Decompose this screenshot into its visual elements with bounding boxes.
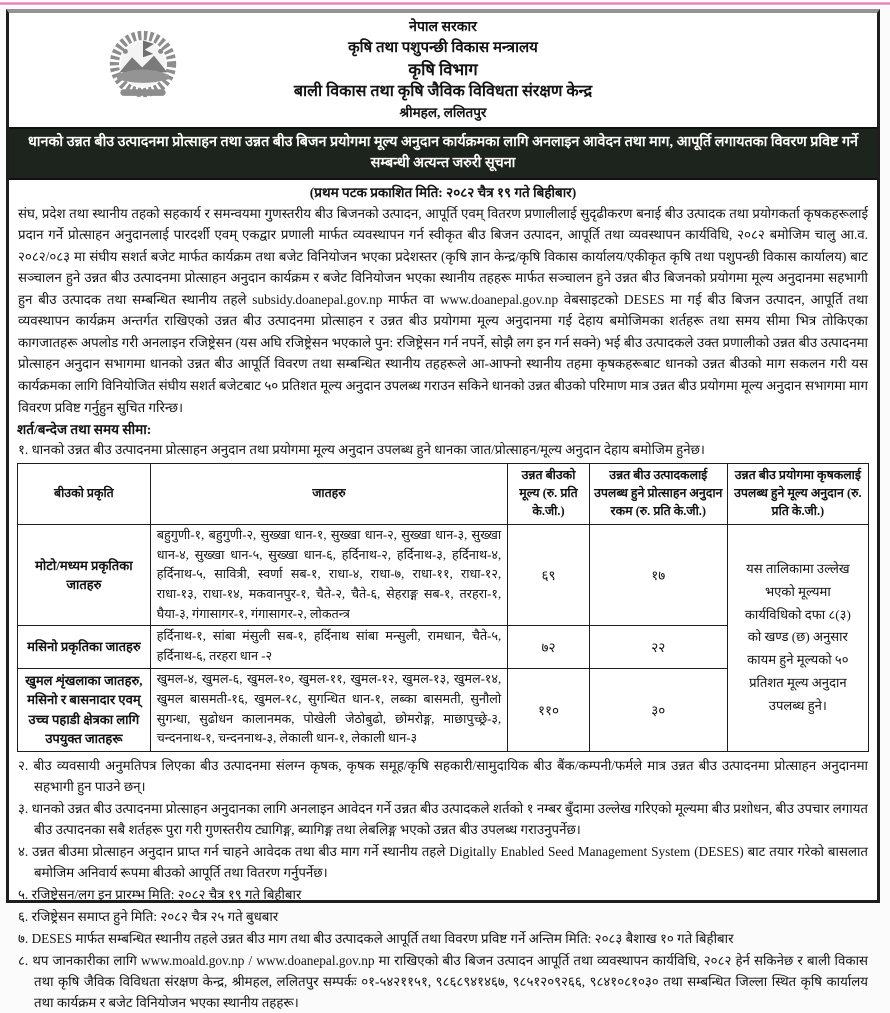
notice-body-paragraph: संघ, प्रदेश तथा स्थानीय तहको सहकार्य र समन्वयमा गुणस्तरीय बीउ बिजनको उत्पादन, आपूर्ति एवम् वितरण प्रणालीलाई सुदृढीकरण बनाई बीउ उत्पादक तथा प्रयोगकर्ता कृषकहरूलाई प्रदान गर्ने प्रोत्साहन अनुदानलाई पारदर्शी एवम् एकद्वार प्रणाली मार्फत व्यवस्थापन गर्न स्वीकृत बीउ बिजन उत्पादन, आपूर्ति तथा व्यवस्थापन कार्यविधि, २०८२ बमोजिम चालु आ.व. २०८२/०८३ मा संघीय सशर्त बजेट मार्फत कार्यक्रम तथा बजेट विनियोजन भएका प्रदेशस्तर (कृषि ज्ञान केन्द्र/कृषि विकास कार्यालय/एकीकृत कृषि तथा पशुपन्छी विकास कार्यालय) बाट सञ्चालन हुने उन्नत बीउ उत्पादनमा प्रोत्साहन अनुदान कार्यक्रम र बजेट विनियोजन भएका स्थानीय तहहरू मार्फत सञ्चालन हुने उन्नत बीउ बिजनको प्रयोगमा मूल्य अनुदानमा सहभागी हुन बीउ उत्पादक तथा सम्बन्धित स्थानीय तहले subsidy.doanepal.gov.np मार्फत वा www.doanepal.gov.np वेबसाइटको DESES मा गई बीउ बिजन उत्पादन, आपूर्ति तथा व्यवस्थापन कार्यक्रम अन्तर्गत राखिएको उन्नत बीउ उत्पादनमा प्रोत्साहन र उन्नत बीउ प्रयोगमा मूल्य अनुदानमा गई देहाय बमोजिमका शर्तहरू तथा समय सीमा भित्र तोकिएका कागजातहरू अपलोड गरी अनलाइन रजिष्ट्रेसन (यस अघि रजिष्ट्रेसन भएकाले पुन: रजिष्ट्रेसन गर्न नपर्ने, सोझै लग इन गर्न सक्ने) भई बीउ उत्पादकले उक्त प्रणालीको उन्नत बीउ उत्पादनमा प्रोत्साहन अनुदान सभागमा धानको उन्नत बीउ आपूर्ति विवरण तथा सम्बन्धित स्थानीय तहहरूले आ-आफ्नो स्थानीय तहमा कृषकहरूबाट धानको उन्नत बीउको माग सकलन गरी यस कार्यक्रमका लागि विनियोजित संघीय सशर्त बजेटबाट ५० प्रतिशत मूल्य अनुदान उपलब्ध गराउन सकिने धानको उन्नत बीउको परिमाण मात्र उन्नत बीउ प्रयोगमा मूल्य अनुदान सभागमा माग विवरण प्रविष्ट गर्नुहुन सुचित गरिन्छ। bbox=[18, 205, 868, 415]
seed-subsidy-table bbox=[17, 463, 869, 752]
centre-name: बाली विकास तथा कृषि जैविक विविधता संरक्षण केन्द्र bbox=[293, 83, 593, 101]
condition-note-2: २. बीउ व्यवसायी अनुमतिपत्र लिएका बीउ उत्पादनमा संलग्न कृषक, कृषक समूह/कृषि सहकारी/सामुदायिक बीउ बैंक/कम्पनी/फर्मले मात्र उन्नत बीउ उत्पादनमा प्रोत्साहन अनुदानमा सहभागी हुन पाउने छन्। bbox=[18, 757, 868, 794]
published-date-line: (प्रथम पटक प्रकाशित मिति: २०८२ चैत्र १९ गते बिहीबार) bbox=[309, 184, 577, 200]
col-header-seed-type: बीउको प्रकृति bbox=[18, 464, 151, 525]
condition-note-6: ६. रजिष्ट्रेसन समाप्त हुने मिति: २०८२ चैत्र २५ गते बुधबार bbox=[18, 908, 279, 924]
condition-note-8: ८. थप जानकारीका लागि www.moald.gov.np / www.doanepal.gov.np मा राखिएको बीउ बिजन उत्पादन आपूर्ति तथा व्यवस्थापन कार्यविधि, २०८२ हेर्न सकिनेछ र बाली विकास तथा कृषि जैविक विविधता संरक्षण केन्द्र, श्रीमहल, ललितपुर सम्पर्कः ०१-५४२११५१, ९८६८९४१४६७, ९८५१२०९२६६, ९८४१०८१०३० तथा सम्बन्धित जिल्ला स्थित कृषि कार्यालय तथा कार्यक्रम र बजेट विनियोजन भएका स्थानीय तहहरू। bbox=[18, 952, 868, 1010]
col-header-producer-incentive: उन्नत बीउ उत्पादकलाई उपलब्ध हुने प्रोत्साहन अनुदान रकम (रु. प्रति के.जी.) bbox=[589, 464, 727, 525]
office-address: श्रीमहल, ललितपुर bbox=[399, 104, 487, 120]
notice-title-band: धानको उन्नत बीउ उत्पादनमा प्रोत्साहन तथा उन्नत बीउ बिजन प्रयोगमा मूल्य अनुदान कार्यक्रमका लागि अनलाइन आवेदन तथा माग, आपूर्ति लगायतका विवरण प्रविष्ट गर्ने सम्बन्धी अत्यन्त जरुरी सूचना bbox=[9, 127, 877, 180]
letterhead bbox=[17, 15, 869, 122]
condition-note-5: ५. रजिष्ट्रेसन/लग इन प्रारम्भ मिति: २०८२ चैत्र १९ गते बिहीबार bbox=[18, 886, 302, 902]
ministry-name: कृषि तथा पशुपन्छी विकास मन्त्रालय bbox=[348, 39, 538, 56]
incentive-cell: १७ bbox=[589, 524, 727, 625]
price-cell: ११० bbox=[508, 668, 590, 751]
seed-type-cell: मोटो/मध्यम प्रकृतिका जातहरु bbox=[18, 524, 151, 625]
farmer-subsidy-note-cell: यस तालिकामा उल्लेख भएको मूल्यमा कार्यविधिको दफा ८(३) को खण्ड (छ) अनुसार कायम हुने मूल्यको ५० प्रतिशत मूल्य अनुदान उपलब्ध हुने। bbox=[727, 524, 868, 751]
seed-type-cell: खुमल शृंखलाका जातहरु, मसिनो र बासनादार एवम् उच्च पहाडी क्षेत्रका लागि उपयुक्त जातहरू bbox=[18, 668, 151, 751]
seed-type-cell: मसिनो प्रकृतिका जातहरु bbox=[18, 626, 151, 668]
price-cell: ७२ bbox=[508, 626, 590, 668]
varieties-cell: खुमल-४, खुमल-६, खुमल-१०, खुमल-११, खुमल-१२, खुमल-१३, खुमल-१४, खुमल बासमती-१६, खुमल-१८, सुगन्धित धान-१, लब्का बासमती, सुनौलो सुगन्धा, सुढोधन कालानमक, पोखेली जेठोबुढो, छोमरोङ्ग, माछापुच्छ्रे-३, चन्दननाथ-१, चन्दननाथ-३, लेकाली धान-१, लेकाली धान-३ bbox=[150, 668, 507, 751]
table-header-row bbox=[18, 464, 869, 525]
incentive-cell: ३० bbox=[589, 668, 727, 751]
notice-frame bbox=[6, 9, 880, 1010]
conditions-list bbox=[17, 755, 869, 1013]
top-pink-rule bbox=[0, 2, 890, 5]
conditions-heading: शर्त/बन्देज तथा समय सीमा: bbox=[17, 422, 152, 438]
condition-note-7: ७. DESES मार्फत सम्बन्धित स्थानीय तहले उन्नत बीउ माग तथा बीउ उत्पादकले आपूर्ति तथा विवरण प्रविष्ट गर्ने अन्तिम मिति: २०८३ बैशाख १० गते बिहीबार bbox=[18, 930, 734, 946]
col-header-seed-price: उन्नत बीउको मूल्य (रु. प्रति के.जी.) bbox=[508, 464, 590, 525]
varieties-cell: बहुगुणी-१, बहुगुणी-२, सुख्खा धान-१, सुख्खा धान-२, सुख्खा धान-३, सुख्खा धान-४, सुख्खा धान-५, सुख्खा धान-६, हर्दिनाथ-२, हर्दिनाथ-३, हर्दिनाथ-४, हर्दिनाथ-५, सावित्री, स्वर्णा सब-१, राधा-४, राधा-७, राधा-११, राधा-१२, राधा-१३, राधा-१४, मकवानपुर-१, चैते-२, चैते-६, सेहराङ्ग सब-१, तरहरा-१, घैया-३, गंगासागर-१, गंगासागर-२, लोकतन्त्र bbox=[150, 524, 507, 625]
condition-note-4: ४. उन्नत बीउमा प्रोत्साहन अनुदान प्राप्त गर्न चाहने आवेदक तथा बीउ माग गर्ने स्थानीय तहले Digitally Enabled Seed Management System (DESES) बाट तयार गरेको बासलात बमोजिम अनिवार्य रूपमा बीउको आपूर्ति तथा वितरण गर्नुपर्नेछ। bbox=[18, 843, 868, 880]
condition-note-3: ३. धानको उन्नत बीउ उत्पादनमा प्रोत्साहन अनुदानका लागि अनलाइन आवेदन गर्ने उन्नत बीउ उत्पादकले शर्तको १ नम्बर बुँदामा उल्लेख गरिएको मूल्यमा बीउ प्रशोधन, बीउ उपचार लगायत बीउ उत्पादनका सबै शर्तहरू पुरा गरी गुणस्तरीय ट्यागिङ्ग, ब्यागिङ्ग तथा लेबलिङ्ग भएको उन्नत बीउ उपलब्ध गराउनुपर्नेछ। bbox=[18, 800, 868, 837]
incentive-cell: २२ bbox=[589, 626, 727, 668]
table-row bbox=[18, 524, 869, 625]
nepal-emblem-logo bbox=[101, 21, 185, 107]
department-name: कृषि विभाग bbox=[408, 60, 478, 80]
col-header-farmer-subsidy: उन्नत बीउ प्रयोगमा कृषकलाई उपलब्ध हुने मूल्य अनुदान (रु. प्रति के.जी.) bbox=[727, 464, 868, 525]
varieties-cell: हर्दिनाथ-१, सांबा मंसुली सब-१, हर्दिनाथ सांबा मन्सुली, रामधान, चैते-५, हर्दिनाथ-६, तरहरा धान -२ bbox=[150, 626, 507, 668]
col-header-varieties: जातहरु bbox=[150, 464, 507, 525]
government-name: नेपाल सरकार bbox=[409, 20, 477, 35]
price-cell: ६९ bbox=[508, 524, 590, 625]
condition-note-1: १. धानको उन्नत बीउ उत्पादनमा प्रोत्साहन अनुदान तथा प्रयोगमा मूल्य अनुदान उपलब्ध हुने धानका जात/प्रोत्साहन/मूल्य अनुदान देहाय बमोजिम हुनेछ। bbox=[18, 442, 705, 458]
